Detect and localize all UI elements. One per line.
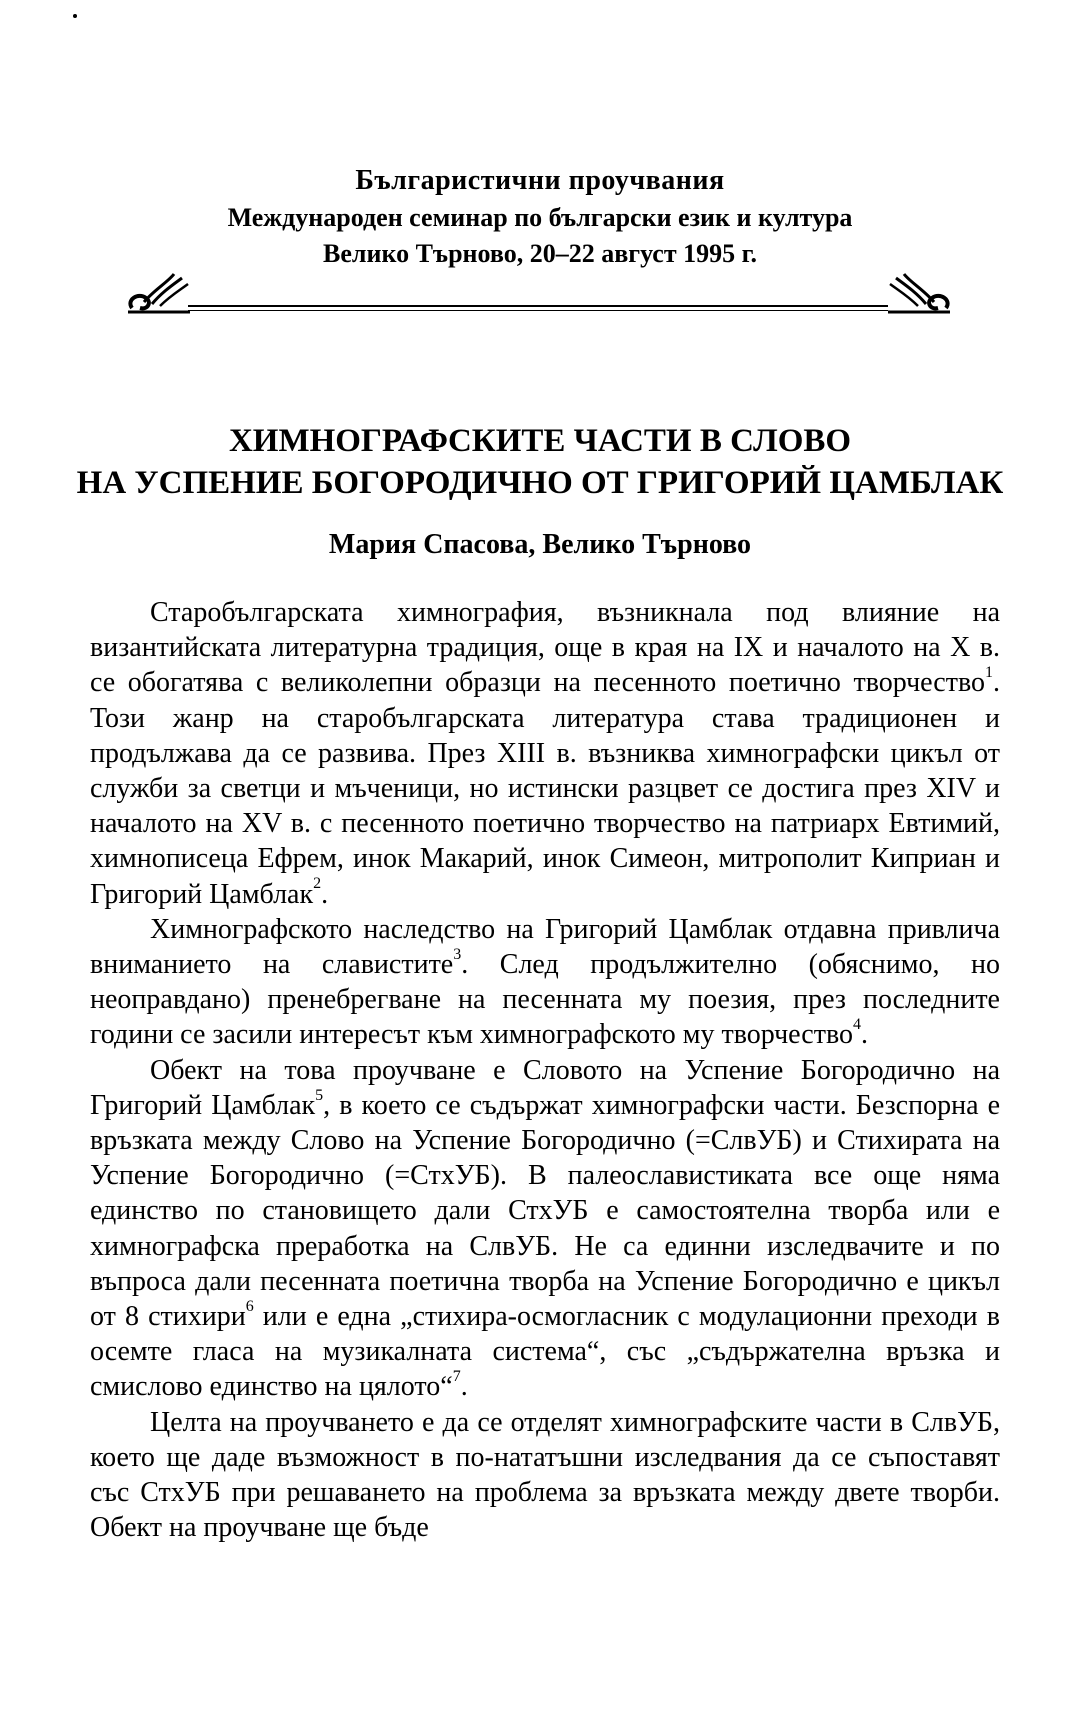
paragraph-text: . — [860, 1019, 868, 1051]
header-rule-thin — [188, 310, 888, 311]
footnote-ref: 4 — [852, 1016, 861, 1034]
conference-header — [0, 162, 1080, 272]
footnote-ref: 2 — [313, 875, 322, 893]
seminar-name: Международен семинар по български език и култура — [227, 203, 853, 232]
paragraph-2 — [90, 912, 1000, 1053]
paragraph-text: Целта на проучването е да се отделят химнографските части в СлвУБ, което ще даде възможност в по-нататъшни изследвания да се съпоставят със СтхУБ при решаването на проблема за връзката между двете творби. Обект на проучване ще бъде — [90, 1406, 1000, 1544]
header-rule — [188, 305, 888, 307]
footnote-ref: 5 — [315, 1086, 324, 1104]
paragraph-text: Старобългарската химнография, възникнала под влияние на византийската литературна традиция, още в края на IX и началото на X в. се обогатява с великолепни образци на песенното поетично творчество — [90, 597, 1000, 699]
paragraph-1 — [90, 595, 1000, 912]
article-title — [60, 420, 1020, 504]
paragraph-text: . Този жанр на старобългарската литература става традиционен и продължава да се развива. През XIII в. възниква химнографски цикъл от служби за светци и мъченици, но истински разцвет се достига през XIV и началото на XV в. с песенното поетично творчество на патриарх Евтимий, химнописеца Ефрем, инок Макарий, инок Симеон, митрополит Киприан и Григорий Цамблак — [90, 667, 1000, 910]
paragraph-text: Химнографското наследство на Григорий Цамблак отдавна привлича вниманието на славистите — [90, 913, 1000, 981]
article-title-line-1: ХИМНОГРАФСКИТЕ ЧАСТИ В СЛОВО — [228, 423, 852, 459]
series-title: Българистични проучвания — [355, 165, 725, 196]
article-title-line-2: НА УСПЕНИЕ БОГОРОДИЧНО ОТ ГРИГОРИЙ ЦАМБЛАК — [76, 465, 1004, 501]
paragraph-3 — [90, 1053, 1000, 1405]
ornament-right-icon — [884, 268, 954, 318]
paragraph-text: Обект на това проучване е Словото на Успение Богородично на Григорий Цамблак — [90, 1054, 1000, 1121]
seminar-place-date: Велико Търново, 20–22 август 1995 г. — [323, 239, 757, 268]
article-author: Мария Спасова, Велико Търново — [328, 529, 752, 560]
footnote-ref: 1 — [985, 664, 993, 682]
speck-mark — [73, 14, 77, 18]
footnote-ref: 3 — [453, 945, 462, 963]
paragraph-text: . — [460, 1371, 468, 1403]
paragraph-4 — [90, 1405, 1000, 1546]
footnote-ref: 6 — [245, 1297, 254, 1315]
paragraph-text: , в което се съдържат химнографски части. Безспорна е връзката между Слово на Успение Богородично (=СлвУБ) и Стихирата на Успение Богородично (=СтхУБ). В палеославистиката все още няма единство по становището дали СтхУБ е самостоятелна творба или е химнографска преработка на СлвУБ. Не са единни изследвачите и по въпроса дали песенната поетична творба на Успение Богородично е цикъл от 8 стихири — [90, 1089, 1000, 1333]
paragraph-text: . — [321, 878, 329, 910]
paragraph-text: или е една „стихира-осмогласник с модулационни преходи в осемте гласа на музикалната система“, със „съдържателна връзка и смислово единство на цялото“ — [90, 1301, 1000, 1403]
footnote-ref: 7 — [452, 1368, 461, 1386]
article-body — [90, 595, 1000, 1545]
paragraph-text: . След продължително (обяснимо, но неоправдано) пренебрегване на песенната му поезия, през последните години се засили интересът към химнографското му творчество — [90, 949, 1000, 1051]
ornament-left-icon — [124, 268, 194, 318]
